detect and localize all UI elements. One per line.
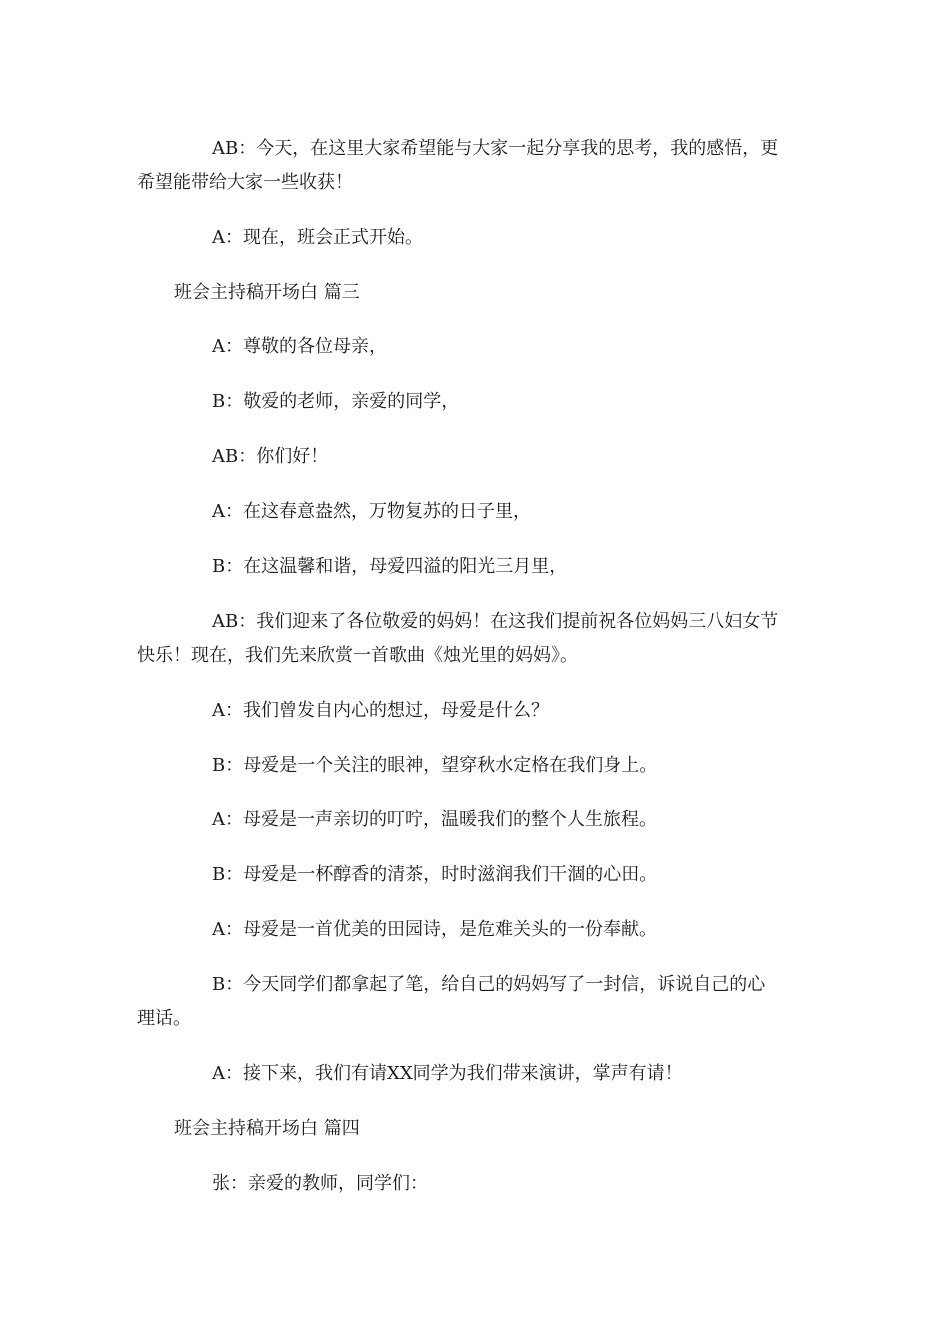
paragraph-line: A：母爱是一声亲切的叮咛，温暖我们的整个人生旅程。: [212, 809, 657, 830]
paragraph-line: A：在这春意盎然，万物复苏的日子里，: [212, 501, 531, 522]
paragraph-line: B：母爱是一个关注的眼神，望穿秋水定格在我们身上。: [212, 755, 658, 776]
section-heading: 班会主持稿开场白 篇四: [174, 1118, 360, 1139]
paragraph-line-continued: 理话。: [137, 1008, 191, 1029]
paragraph-line: 张：亲爱的教师，同学们：: [212, 1173, 428, 1194]
paragraph-line-continued: 快乐！现在，我们先来欣赏一首歌曲《烛光里的妈妈》。: [137, 645, 578, 666]
paragraph-line: AB：今天，在这里大家希望能与大家一起分享我的思考，我的感悟，更: [212, 138, 779, 159]
paragraph-line: A：尊敬的各位母亲，: [212, 336, 387, 357]
section-heading: 班会主持稿开场白 篇三: [174, 282, 360, 303]
paragraph-line: AB：我们迎来了各位敬爱的妈妈！在这我们提前祝各位妈妈三八妇女节: [212, 611, 779, 632]
paragraph-line: B：在这温馨和谐，母爱四溢的阳光三月里，: [212, 556, 568, 577]
paragraph-line: B：敬爱的老师，亲爱的同学，: [212, 391, 460, 412]
paragraph-line: A：我们曾发自内心的想过，母爱是什么？: [212, 700, 549, 721]
paragraph-line: B：母爱是一杯醇香的清茶，时时滋润我们干涸的心田。: [212, 864, 658, 885]
paragraph-line: A：现在，班会正式开始。: [212, 227, 423, 248]
paragraph-line: A：母爱是一首优美的田园诗，是危难关头的一份奉献。: [212, 919, 657, 940]
paragraph-line-continued: 希望能带给大家一些收获！: [137, 172, 353, 193]
paragraph-line: A：接下来，我们有请XX同学为我们带来演讲，掌声有请！: [212, 1063, 683, 1084]
paragraph-line: B：今天同学们都拿起了笔，给自己的妈妈写了一封信，诉说自己的心: [212, 974, 766, 995]
paragraph-line: AB：你们好！: [212, 446, 329, 467]
